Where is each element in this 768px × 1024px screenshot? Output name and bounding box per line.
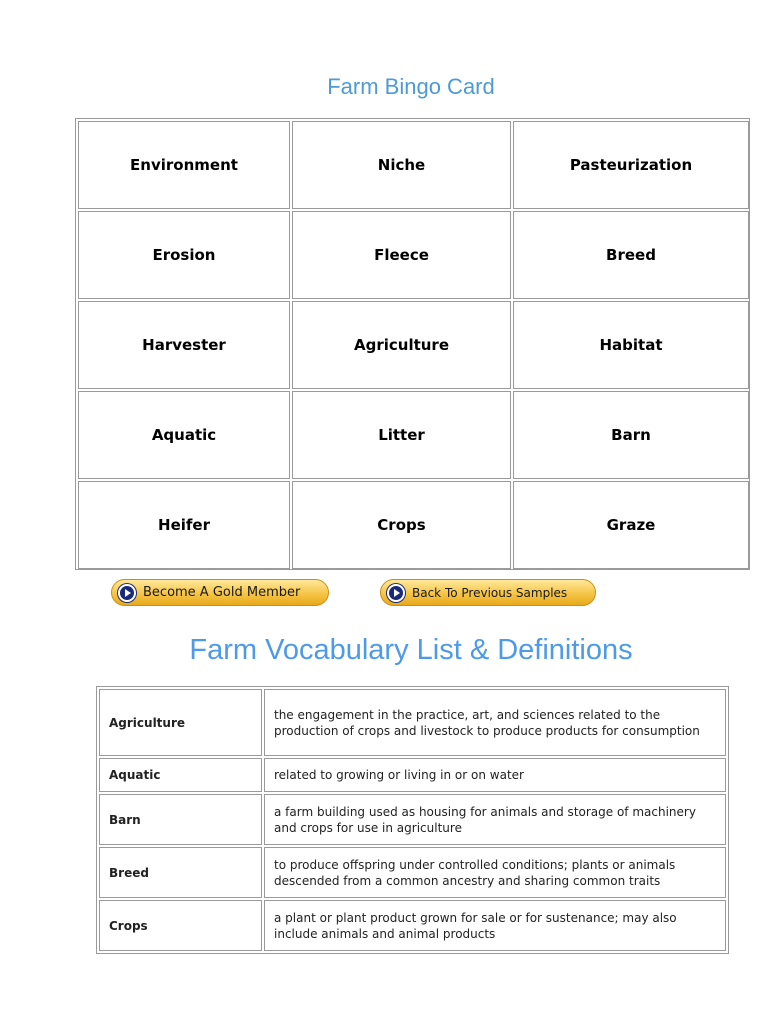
bingo-cell: Breed [513,211,749,299]
bingo-grid [75,118,750,570]
bingo-cell: Barn [513,391,749,479]
term-cell: Breed [99,847,262,898]
button-label: Become A Gold Member [143,585,301,600]
back-to-previous-samples-button[interactable] [380,579,596,606]
become-gold-member-button[interactable] [111,579,329,606]
bingo-cell: Litter [292,391,511,479]
button-label: Back To Previous Samples [412,585,568,600]
definition-cell: related to growing or living in or on water [264,758,726,792]
table-row [99,847,726,898]
bingo-cell: Crops [292,481,511,569]
table-row [99,794,726,845]
bingo-cell: Erosion [78,211,290,299]
vocabulary-table [96,686,729,954]
page-bottom-mask [0,960,768,1024]
table-row [99,900,726,951]
bingo-cell: Fleece [292,211,511,299]
definition-cell: a plant or plant product grown for sale or for sustenance; may also include animals and animal products [264,900,726,951]
bingo-cell: Aquatic [78,391,290,479]
play-arrow-icon [387,584,405,602]
term-cell: Agriculture [99,689,262,756]
bingo-cell: Agriculture [292,301,511,389]
bingo-cell: Pasteurization [513,121,749,209]
bingo-cell: Habitat [513,301,749,389]
table-row [99,689,726,756]
term-cell: Aquatic [99,758,262,792]
bingo-card-title: Farm Bingo Card [327,74,495,99]
definition-cell: the engagement in the practice, art, and sciences related to the production of crops and livestock to produce products for consumption [264,689,726,756]
vocabulary-list-title: Farm Vocabulary List & Definitions [189,634,633,666]
definition-cell: to produce offspring under controlled conditions; plants or animals descended from a common ancestry and sharing common traits [264,847,726,898]
term-cell: Barn [99,794,262,845]
table-row [99,758,726,792]
bingo-cell: Heifer [78,481,290,569]
bingo-cell: Graze [513,481,749,569]
term-cell: Crops [99,900,262,951]
definition-cell: a farm building used as housing for animals and storage of machinery and crops for use in agriculture [264,794,726,845]
bingo-cell: Harvester [78,301,290,389]
play-arrow-icon [118,584,136,602]
bingo-cell: Niche [292,121,511,209]
bingo-cell: Environment [78,121,290,209]
